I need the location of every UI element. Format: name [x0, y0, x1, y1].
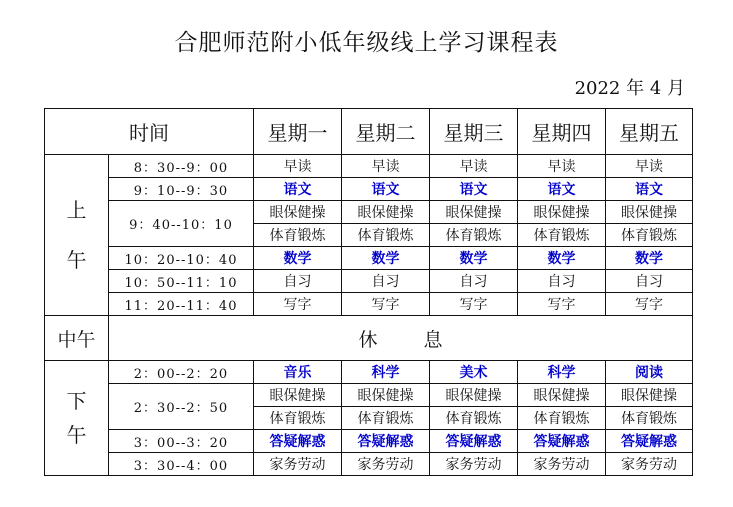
table-row — [45, 453, 693, 476]
course-cell: 眼保健操 — [606, 201, 693, 224]
course-cell: 答疑解惑 — [606, 430, 693, 453]
course-cell: 家务劳动 — [430, 453, 518, 476]
course-cell: 写字 — [342, 293, 430, 316]
course-cell: 音乐 — [254, 361, 342, 384]
course-cell: 语文 — [430, 178, 518, 201]
course-cell: 眼保健操 — [606, 384, 693, 407]
course-cell: 体育锻炼 — [254, 407, 342, 430]
table-row — [45, 178, 693, 201]
course-cell: 语文 — [342, 178, 430, 201]
course-cell: 阅读 — [606, 361, 693, 384]
course-cell: 眼保健操 — [430, 201, 518, 224]
table-row — [45, 247, 693, 270]
table-row — [45, 384, 693, 407]
course-cell: 眼保健操 — [518, 384, 606, 407]
course-cell: 数学 — [254, 247, 342, 270]
course-cell: 数学 — [606, 247, 693, 270]
course-cell: 眼保健操 — [430, 384, 518, 407]
header-row — [45, 109, 693, 155]
course-cell: 自习 — [606, 270, 693, 293]
course-cell: 眼保健操 — [254, 201, 342, 224]
course-cell: 语文 — [254, 178, 342, 201]
header-day: 星期三 — [430, 109, 518, 155]
course-cell: 早读 — [342, 155, 430, 178]
course-cell: 答疑解惑 — [518, 430, 606, 453]
course-cell: 写字 — [430, 293, 518, 316]
time-cell: 10：50--11：10 — [109, 270, 254, 293]
header-day: 星期二 — [342, 109, 430, 155]
course-cell: 答疑解惑 — [430, 430, 518, 453]
course-cell: 美术 — [430, 361, 518, 384]
session-char: 上 — [66, 198, 87, 222]
course-cell: 体育锻炼 — [342, 407, 430, 430]
time-cell: 8：30--9：00 — [109, 155, 254, 178]
course-cell: 家务劳动 — [254, 453, 342, 476]
header-day: 星期五 — [606, 109, 693, 155]
course-cell: 自习 — [342, 270, 430, 293]
noon-row — [45, 316, 693, 361]
course-cell: 体育锻炼 — [430, 224, 518, 247]
header-day: 星期四 — [518, 109, 606, 155]
course-cell: 体育锻炼 — [518, 224, 606, 247]
table-row — [45, 270, 693, 293]
course-cell: 眼保健操 — [518, 201, 606, 224]
course-cell: 体育锻炼 — [342, 224, 430, 247]
session-noon: 中午 — [45, 316, 109, 361]
time-cell: 2：00--2：20 — [109, 361, 254, 384]
course-cell: 自习 — [430, 270, 518, 293]
course-cell: 科学 — [342, 361, 430, 384]
time-cell: 11：20--11：40 — [109, 293, 254, 316]
rest-cell — [109, 316, 693, 361]
course-cell: 数学 — [342, 247, 430, 270]
rest-char: 息 — [423, 328, 443, 351]
course-cell: 家务劳动 — [518, 453, 606, 476]
time-cell: 10：20--10：40 — [109, 247, 254, 270]
session-morning — [45, 155, 109, 316]
course-cell: 眼保健操 — [254, 384, 342, 407]
table-row — [45, 155, 693, 178]
course-cell: 答疑解惑 — [342, 430, 430, 453]
course-cell: 写字 — [606, 293, 693, 316]
course-cell: 答疑解惑 — [254, 430, 342, 453]
course-cell: 数学 — [518, 247, 606, 270]
course-cell: 写字 — [518, 293, 606, 316]
course-cell: 眼保健操 — [342, 201, 430, 224]
course-cell: 自习 — [254, 270, 342, 293]
course-cell: 自习 — [518, 270, 606, 293]
course-cell: 家务劳动 — [342, 453, 430, 476]
course-cell: 早读 — [254, 155, 342, 178]
course-cell: 家务劳动 — [606, 453, 693, 476]
rest-char: 休 — [358, 328, 378, 351]
page-title: 合肥师范附小低年级线上学习课程表 — [174, 30, 559, 56]
course-cell: 早读 — [430, 155, 518, 178]
header-day: 星期一 — [254, 109, 342, 155]
course-cell: 体育锻炼 — [430, 407, 518, 430]
course-cell: 眼保健操 — [342, 384, 430, 407]
table-row — [45, 201, 693, 224]
course-cell: 早读 — [518, 155, 606, 178]
time-cell: 9：10--9：30 — [109, 178, 254, 201]
course-cell: 数学 — [430, 247, 518, 270]
time-cell: 3：30--4：00 — [109, 453, 254, 476]
table-row — [45, 293, 693, 316]
time-cell: 2：30--2：50 — [109, 384, 254, 430]
time-cell: 3：00--3：20 — [109, 430, 254, 453]
date-label: 2022 年 4 月 — [574, 78, 685, 99]
course-cell: 体育锻炼 — [606, 407, 693, 430]
table-row — [45, 361, 693, 384]
course-cell: 语文 — [518, 178, 606, 201]
session-char: 午 — [66, 248, 87, 272]
course-cell: 体育锻炼 — [254, 224, 342, 247]
session-afternoon — [45, 361, 109, 476]
session-char: 午 — [66, 423, 87, 447]
course-cell: 体育锻炼 — [518, 407, 606, 430]
table-row — [45, 430, 693, 453]
course-cell: 写字 — [254, 293, 342, 316]
header-time: 时间 — [45, 109, 254, 155]
course-cell: 语文 — [606, 178, 693, 201]
time-cell: 9：40--10：10 — [109, 201, 254, 247]
schedule-table — [44, 108, 693, 476]
session-char: 下 — [66, 389, 87, 413]
course-cell: 体育锻炼 — [606, 224, 693, 247]
course-cell: 早读 — [606, 155, 693, 178]
course-cell: 科学 — [518, 361, 606, 384]
